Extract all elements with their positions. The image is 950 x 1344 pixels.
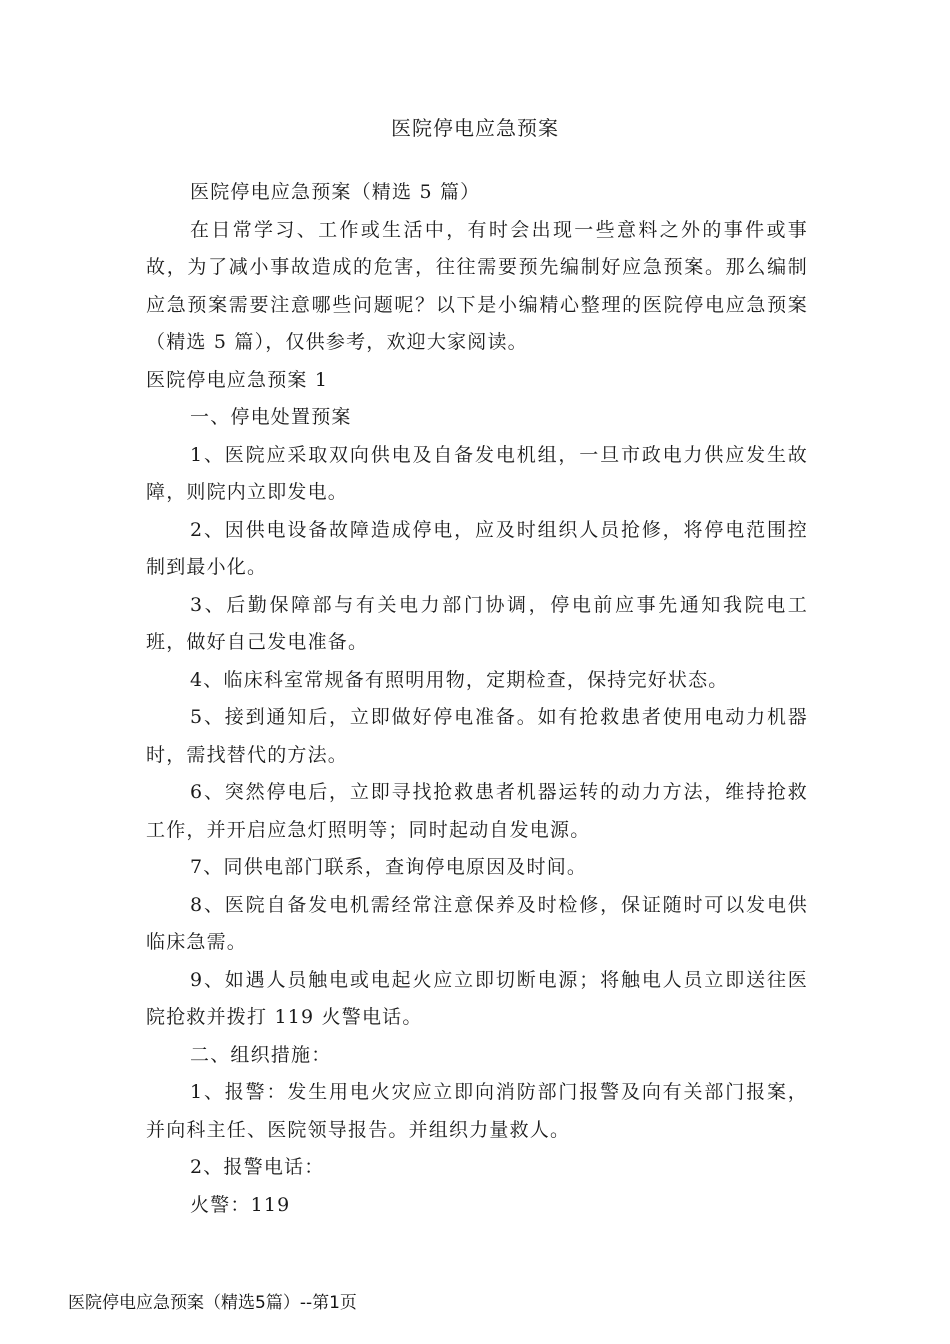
intro-paragraph: 在日常学习、工作或生活中，有时会出现一些意料之外的事件或事故，为了减小事故造成的危害，往往需要预先编制好应急预案。那么编制应急预案需要注意哪些问题呢？以下是小编精心整理的医院停电应急预案（精选 5 篇），仅供参考，欢迎大家阅读。 <box>146 218 808 353</box>
section-title: 医院停电应急预案 1 <box>146 368 329 391</box>
document-body <box>146 174 808 1224</box>
part1-item: 2、因供电设备故障造成停电，应及时组织人员抢修，将停电范围控制到最小化。 <box>146 518 808 578</box>
part2-item: 火警：119 <box>190 1193 291 1216</box>
part2-item: 1、报警：发生用电火灾应立即向消防部门报警及向有关部门报案，并向科主任、医院领导报告。并组织力量救人。 <box>146 1081 808 1141</box>
part1-item: 3、后勤保障部与有关电力部门协调，停电前应事先通知我院电工班，做好自己发电准备。 <box>146 593 808 653</box>
subtitle: 医院停电应急预案（精选 5 篇） <box>190 181 481 203</box>
part1-item: 6、突然停电后，立即寻找抢救患者机器运转的动力方法，维持抢救工作，并开启应急灯照明等；同时起动自发电源。 <box>146 781 808 841</box>
part1-item: 1、医院应采取双向供电及自备发电机组，一旦市政电力供应发生故障，则院内立即发电。 <box>146 443 808 503</box>
part2-item: 2、报警电话： <box>190 1156 325 1178</box>
part1-item: 9、如遇人员触电或电起火应立即切断电源；将触电人员立即送往医院抢救并拨打 119 火警电话。 <box>146 968 808 1028</box>
part1-item: 5、接到通知后，立即做好停电准备。如有抢救患者使用电动力机器时，需找替代的方法。 <box>146 706 808 766</box>
part1-item: 4、临床科室常规备有照明用物，定期检查，保持完好状态。 <box>190 668 729 691</box>
part2-heading: 二、组织措施： <box>190 1043 332 1066</box>
page-footer: 医院停电应急预案（精选5篇）--第1页 <box>68 1293 357 1313</box>
part1-item: 7、同供电部门联系，查询停电原因及时间。 <box>190 856 588 878</box>
part1-item: 8、医院自备发电机需经常注意保养及时检修，保证随时可以发电供临床急需。 <box>146 893 808 953</box>
document-title: 医院停电应急预案 <box>391 116 559 140</box>
part1-heading: 一、停电处置预案 <box>190 406 352 428</box>
